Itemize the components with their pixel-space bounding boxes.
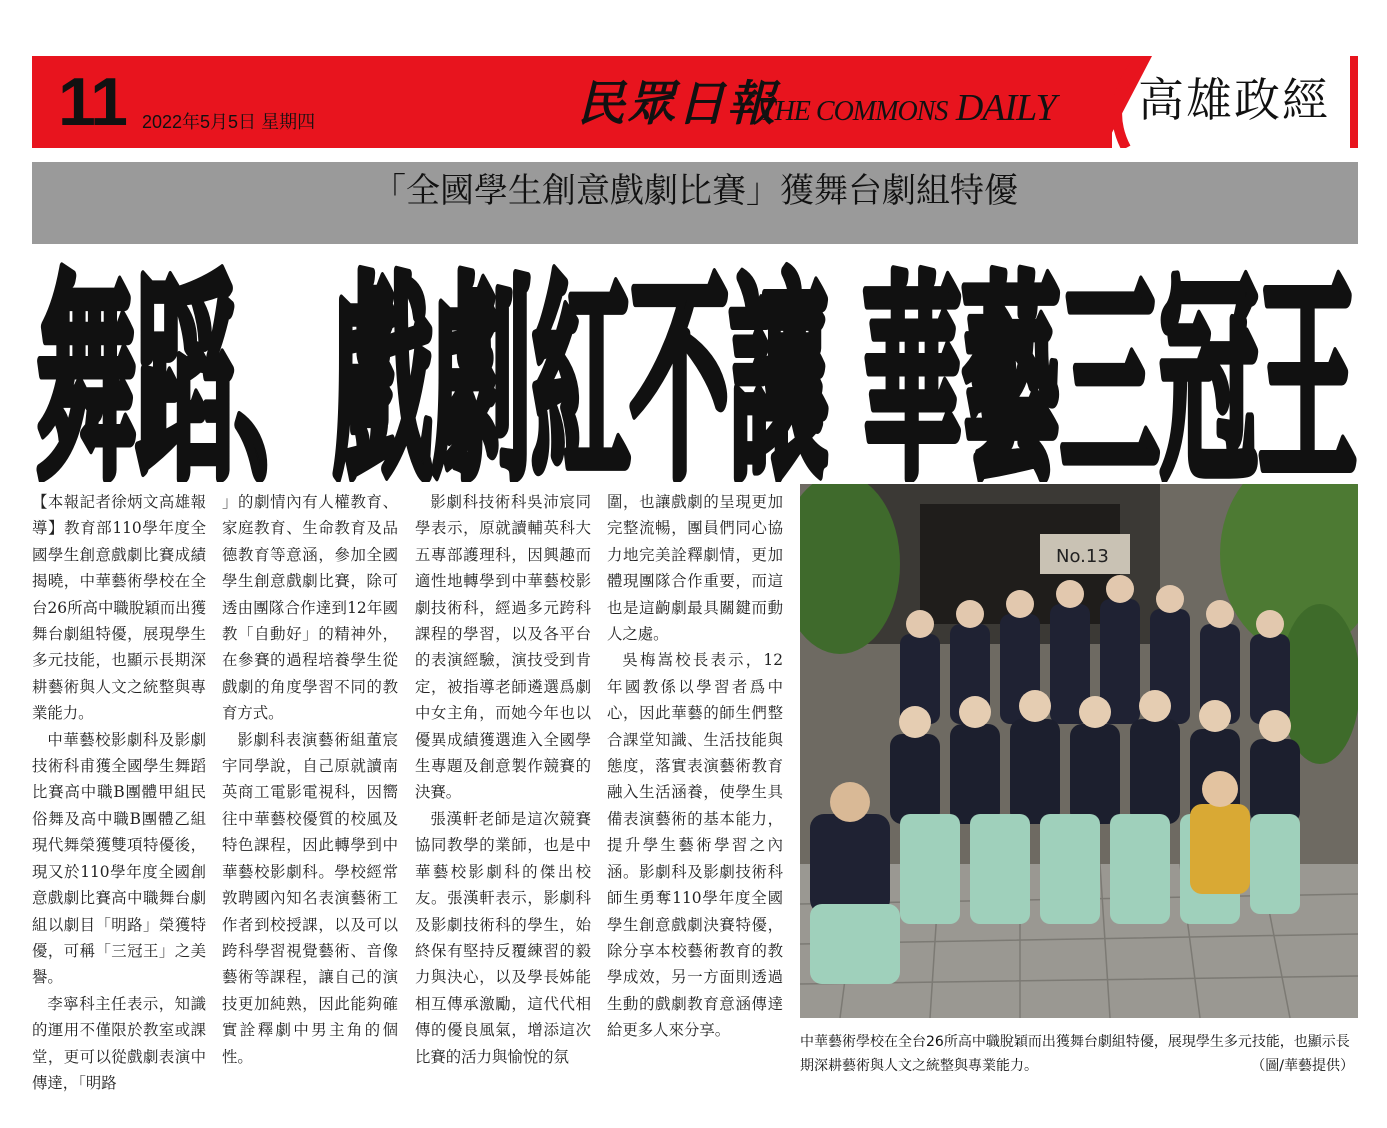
publication-date: 2022年5月5日 星期四 (142, 112, 316, 132)
building-sign: No.13 (1056, 546, 1109, 567)
article-paragraph: 吳梅嵩校長表示，12 年國教係以學習者爲中心，因此華藝的師生們整合課堂知識、生活技能與態度，落實表演藝術教育融入生活涵養，使學生具備表演藝術的基本能力，提升學生藝術學習之內涵。影劇科及影劇技術科師生勇奪110學年度全國學生創意戲劇決賽特優，除分享本校藝術教育的教學成效，另一方面則透過生動的戲劇教育意涵傳達給更多人來分享。 (607, 651, 783, 1040)
article-column-1 (32, 489, 206, 1096)
article-paragraph: 影劇科表演藝術組董宸宇同學說，自己原就讀南英商工電影電視科，因嚮往中華藝校優質的校風及特色課程，因此轉學到中華藝校影劇科。學校經常敦聘國內知名表演藝術工作者到校授課，以及可以跨科學習視覺藝術、音像藝術等課程，讓自己的演技更加純熟，因此能夠確實詮釋劇中男主角的個性。 (222, 730, 398, 1066)
newspaper-logo-en (760, 86, 1056, 134)
headline-kicker: 「全國學生創意戲劇比賽」獲舞台劇組特優 (372, 171, 1018, 211)
article-column-4 (607, 489, 783, 1044)
newspaper-logo-en-prefix: THE COMMONS (760, 96, 948, 127)
photo-caption-text: 中華藝術學校在全台26所高中職脫穎而出獲舞台劇組特優，展現學生多元技能，也顯示長期深耕藝術與人文之統整與專業能力。 (800, 1034, 1350, 1074)
masthead (32, 56, 1358, 148)
article-paragraph: 影劇科技術科吳沛宸同學表示，原就讀輔英科大五專部護理科，因興趣而適性地轉學到中華藝校影劇技術科，經過多元跨科課程的學習，以及各平台的表演經驗，演技受到肯定，被指導老師遴選爲劇中女主角，而她今年也以優異成績獲選進入全國學生專題及創意製作競賽的決賽。 (415, 493, 591, 802)
photo-caption (800, 1030, 1360, 1078)
section-name: 高雄政經 (1138, 73, 1330, 127)
article-paragraph: 【本報記者徐炳文高雄報導】教育部110學年度全國學生創意戲劇比賽成績揭曉，中華藝術學校在全台26所高中職脫穎而出獲舞台劇組特優，展現學生多元技能，也顯示長期深耕藝術與人文之統整與專業能力。 (32, 493, 206, 723)
masthead-red-edge (1350, 56, 1358, 148)
article-paragraph: 」的劇情內有人權教育、家庭教育、生命教育及品德教育等意涵，參加全國學生創意戲劇比賽，除可透由團隊合作達到12年國教「自動好」的精神外，在參賽的過程培養學生從戲劇的角度學習不同的教育方式。 (222, 493, 398, 723)
newspaper-logo-en-suffix: DAILY (955, 87, 1056, 129)
article-paragraph: 張漢軒老師是這次競賽協同教學的業師，也是中華藝校影劇科的傑出校友。張漢軒表示，影劇科及影劇技術科的學生，始終保有堅持反覆練習的毅力與決心，以及學長姊能相互傳承激勵，這代代相傳的優良風氣，增添這次比賽的活力與愉悅的氛 (415, 809, 591, 1066)
article-paragraph: 中華藝校影劇科及影劇技術科甫獲全國學生舞蹈比賽高中職B團體甲組民俗舞及高中職B團體乙組現代舞榮獲雙項特優後，現又於110學年度全國創意戲劇比賽高中職舞台劇組以劇目「明路」榮獲特優，可稱「三冠王」之美譽。 (32, 730, 206, 987)
group-photo (800, 484, 1358, 1018)
article-paragraph: 李寧科主任表示，知識的運用不僅限於教室或課堂，更可以從戲劇表演中傳達，「明路 (32, 994, 206, 1092)
main-headline (32, 222, 1362, 482)
photo-credit: （圖/華藝提供） (1251, 1058, 1354, 1074)
newspaper-logo-zh: 民眾日報 (577, 76, 778, 132)
article-paragraph: 圍，也讓戲劇的呈現更加完整流暢，團員們同心協力地完美詮釋劇情，更加體現團隊合作重要，而這也是這齣劇最具關鍵而動人之處。 (607, 493, 783, 644)
article-column-2 (222, 489, 398, 1070)
article-column-3 (415, 489, 591, 1070)
main-headline-text: 舞蹈、戲劇紅不讓 華藝三冠王 (37, 254, 1357, 482)
page-number: 11 (58, 64, 126, 140)
